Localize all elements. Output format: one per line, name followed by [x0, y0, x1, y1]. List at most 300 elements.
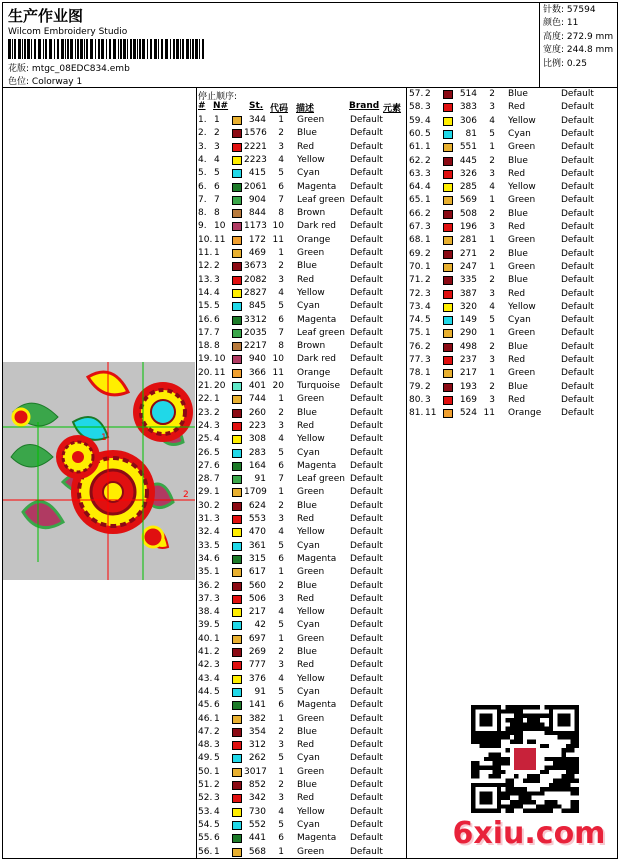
row-index: 77.: [409, 355, 424, 365]
row-needle: 1: [425, 328, 431, 339]
qr-module: [575, 765, 579, 769]
barcode-bar: [137, 39, 138, 59]
color-swatch: [443, 396, 453, 405]
row-needle: 6: [214, 833, 220, 844]
table-row: [409, 367, 619, 380]
qr-module: [566, 765, 570, 769]
qr-module: [570, 791, 574, 795]
row-brand: Default: [350, 819, 383, 830]
qr-module: [570, 735, 574, 739]
row-needle: 7: [214, 474, 220, 485]
row-stitches: 196: [459, 222, 477, 232]
row-description: Orange: [297, 234, 331, 245]
marker-label-top: 1: [101, 433, 107, 443]
row-needle: 3: [214, 141, 220, 152]
barcode-bar: [127, 39, 128, 59]
qr-module: [570, 778, 574, 782]
color-swatch: [232, 821, 242, 830]
qr-module: [527, 714, 531, 718]
row-needle: 2: [214, 407, 220, 418]
qr-module: [575, 770, 579, 774]
row-code: 4: [278, 434, 284, 445]
color-swatch: [443, 143, 453, 152]
table-row: [198, 779, 408, 792]
row-description: Green: [297, 487, 325, 498]
row-code: 4: [489, 115, 495, 126]
qr-module: [506, 757, 510, 761]
company-name: Wilcom Embroidery Studio: [8, 27, 128, 37]
row-code: 2: [489, 89, 495, 99]
color-swatch: [232, 355, 242, 364]
qr-module: [553, 731, 557, 735]
row-brand: Default: [350, 833, 383, 844]
barcode-bar: [190, 39, 191, 59]
qr-module: [493, 753, 497, 757]
qr-module: [506, 718, 510, 722]
barcode-bar: [118, 39, 119, 59]
table-title: 停止顺序:: [198, 92, 238, 102]
qr-module: [514, 774, 518, 778]
barcode-bar: [133, 39, 136, 59]
row-stitches: 441: [248, 833, 266, 844]
qr-module: [506, 783, 510, 787]
table-row: [198, 553, 408, 566]
row-description: Cyan: [297, 301, 320, 312]
qr-module: [562, 731, 566, 735]
row-needle: 4: [425, 301, 431, 312]
qr-module: [475, 731, 479, 735]
qr-module: [570, 748, 574, 752]
row-stitches: 508: [459, 208, 477, 219]
table-row: [198, 846, 408, 859]
color-swatch: [232, 661, 242, 670]
qr-module: [549, 757, 553, 761]
qr-module: [519, 705, 523, 709]
row-index: 68.: [409, 235, 424, 246]
row-brand: Default: [350, 128, 383, 139]
row-index: 70.: [409, 261, 424, 272]
qr-module: [553, 800, 557, 804]
qr-module: [488, 740, 492, 744]
color-swatch: [232, 395, 242, 404]
row-needle: 1: [425, 235, 431, 246]
qr-module: [519, 718, 523, 722]
qr-module: [471, 731, 475, 735]
qr-module: [471, 791, 475, 795]
qr-module: [519, 722, 523, 726]
row-index: 53.: [198, 806, 213, 817]
row-description: Cyan: [297, 540, 320, 551]
qr-module: [497, 753, 501, 757]
table-row: [198, 207, 408, 220]
qr-module: [527, 796, 531, 800]
row-stitches: 247: [459, 261, 477, 272]
row-index: 63.: [409, 168, 424, 179]
row-description: Green: [297, 567, 325, 578]
site-logo: 6xiu.com: [452, 816, 606, 851]
table-row: [409, 288, 619, 301]
row-code: 10: [272, 221, 284, 232]
table-row: [198, 593, 408, 606]
row-description: Blue: [297, 780, 317, 790]
row-index: 19.: [198, 354, 213, 365]
qr-module: [484, 796, 488, 800]
row-brand: Default: [350, 354, 383, 365]
color-swatch: [232, 409, 242, 418]
row-code: 1: [278, 766, 284, 777]
row-needle: 6: [214, 553, 220, 564]
flower-left: [56, 435, 100, 479]
qr-module: [501, 757, 505, 761]
qr-module: [544, 727, 548, 731]
row-brand: Default: [561, 222, 594, 232]
row-needle: 5: [214, 620, 220, 631]
table-row: [198, 194, 408, 207]
qr-module: [562, 765, 566, 769]
color-swatch: [232, 768, 242, 777]
row-code: 3: [489, 168, 495, 179]
qr-module: [488, 718, 492, 722]
table-row: [198, 580, 408, 593]
row-description: Red: [508, 394, 526, 405]
table-row: [409, 115, 619, 128]
barcode-bar: [84, 39, 85, 59]
color-swatch: [232, 382, 242, 391]
qr-module: [549, 731, 553, 735]
row-code: 6: [278, 700, 284, 711]
qr-module: [471, 740, 475, 744]
qr-module: [566, 714, 570, 718]
row-code: 2: [278, 407, 284, 418]
row-stitches: 617: [248, 567, 266, 578]
row-needle: 3: [214, 274, 220, 285]
table-row: [198, 673, 408, 686]
qr-module: [544, 731, 548, 735]
barcode-bar: [49, 39, 52, 59]
qr-module: [493, 744, 497, 748]
row-needle: 5: [214, 168, 220, 179]
table-row: [198, 619, 408, 632]
scale-label: 比例:: [543, 58, 565, 69]
row-code: 4: [278, 154, 284, 165]
barcode-bar: [165, 39, 168, 59]
row-needle: 3: [425, 168, 431, 179]
row-needle: 3: [425, 394, 431, 405]
row-index: 15.: [198, 301, 213, 312]
qr-module: [484, 800, 488, 804]
row-description: Magenta: [297, 553, 337, 564]
row-index: 65.: [409, 195, 424, 206]
color-swatch: [232, 129, 242, 138]
row-code: 3: [278, 514, 284, 524]
row-brand: Default: [350, 553, 383, 564]
qr-module: [514, 718, 518, 722]
row-index: 73.: [409, 301, 424, 312]
row-needle: 2: [214, 647, 220, 657]
table-row: [198, 659, 408, 672]
row-brand: Default: [350, 766, 383, 777]
row-description: Yellow: [297, 673, 325, 684]
qr-module: [536, 727, 540, 731]
qr-module: [480, 800, 484, 804]
row-description: Blue: [508, 89, 528, 99]
row-needle: 5: [214, 686, 220, 697]
row-stitches: 283: [248, 447, 266, 458]
row-code: 1: [278, 633, 284, 644]
row-stitches: 470: [248, 527, 266, 538]
row-stitches: 697: [248, 633, 266, 644]
row-index: 6.: [198, 181, 207, 192]
table-row: [198, 114, 408, 127]
row-index: 56.: [198, 846, 213, 857]
row-brand: Default: [350, 394, 383, 405]
qr-module: [519, 791, 523, 795]
qr-module: [553, 705, 557, 709]
row-index: 71.: [409, 275, 424, 286]
row-needle: 2: [214, 726, 220, 737]
qr-module: [519, 727, 523, 731]
table-row: [409, 261, 619, 274]
row-description: Red: [297, 740, 315, 751]
row-stitches: 223: [248, 420, 266, 431]
row-stitches: 3312: [244, 314, 267, 325]
qr-module: [544, 787, 548, 791]
stitches-label: 针数:: [543, 5, 565, 15]
flower-top: [133, 382, 193, 442]
row-code: 3: [278, 420, 284, 431]
row-code: 4: [489, 301, 495, 312]
barcode-bar: [182, 39, 184, 59]
width-label: 宽度:: [543, 45, 565, 56]
qr-module: [575, 804, 579, 808]
qr-module: [488, 757, 492, 761]
row-needle: 10: [214, 221, 226, 232]
table-row: [198, 154, 408, 167]
row-stitches: 852: [248, 780, 266, 790]
qr-module: [523, 800, 527, 804]
qr-module: [527, 791, 531, 795]
barcode-bar: [101, 39, 104, 59]
barcode-bar: [22, 39, 23, 59]
color-swatch: [232, 608, 242, 617]
color-swatch: [232, 462, 242, 471]
row-description: Red: [508, 355, 526, 365]
row-needle: 1: [214, 846, 220, 857]
qr-module: [480, 791, 484, 795]
row-description: Cyan: [297, 447, 320, 458]
color-swatch: [232, 648, 242, 657]
qr-module: [497, 796, 501, 800]
qr-module: [562, 748, 566, 752]
qr-module: [480, 740, 484, 744]
qr-module: [575, 744, 579, 748]
qr-module: [510, 709, 514, 713]
row-brand: Default: [350, 194, 383, 205]
row-brand: Default: [350, 115, 383, 125]
row-description: Cyan: [297, 686, 320, 697]
row-brand: Default: [561, 128, 594, 139]
row-brand: Default: [350, 154, 383, 165]
row-brand: Default: [561, 208, 594, 219]
row-needle: 2: [214, 261, 220, 272]
row-description: Red: [297, 514, 315, 524]
row-needle: 1: [425, 261, 431, 272]
qr-module: [506, 787, 510, 791]
row-description: Blue: [508, 381, 528, 392]
barcode-bar: [123, 39, 126, 59]
row-stitches: 164: [248, 460, 266, 471]
row-brand: Default: [561, 89, 594, 99]
row-needle: 1: [425, 368, 431, 379]
row-brand: Default: [561, 155, 594, 166]
color-swatch: [232, 794, 242, 803]
row-index: 11.: [198, 248, 213, 258]
row-code: 5: [278, 168, 284, 179]
row-code: 3: [278, 793, 284, 804]
qr-module: [549, 714, 553, 718]
qr-module: [536, 804, 540, 808]
row-brand: Default: [350, 234, 383, 245]
row-stitches: 568: [248, 846, 266, 857]
row-stitches: 469: [248, 248, 266, 258]
row-code: 1: [278, 394, 284, 405]
qr-module: [497, 731, 501, 735]
row-index: 26.: [198, 447, 213, 458]
qr-module: [557, 787, 561, 791]
qr-module: [562, 735, 566, 739]
qr-module: [570, 787, 574, 791]
row-stitches: 1709: [244, 487, 267, 498]
qr-module: [566, 718, 570, 722]
color-swatch: [443, 409, 453, 418]
color-swatch: [232, 156, 242, 165]
scale-value: 0.25: [566, 58, 587, 69]
barcode-bar: [57, 39, 59, 59]
qr-module: [519, 714, 523, 718]
table-row: [409, 314, 619, 327]
qr-module: [510, 778, 514, 782]
row-stitches: 2082: [244, 274, 267, 285]
color-swatch: [232, 422, 242, 431]
qr-module: [562, 714, 566, 718]
table-row: [198, 486, 408, 499]
qr-module: [570, 705, 574, 709]
color-swatch: [232, 568, 242, 577]
row-brand: Default: [561, 301, 594, 312]
row-index: 43.: [198, 673, 213, 684]
qr-module: [566, 770, 570, 774]
row-code: 5: [489, 315, 495, 326]
row-brand: Default: [350, 407, 383, 418]
qr-module: [531, 727, 535, 731]
table-row: [198, 633, 408, 646]
row-needle: 3: [214, 793, 220, 804]
qr-module: [510, 718, 514, 722]
qr-module: [488, 714, 492, 718]
row-stitches: 141: [248, 700, 266, 711]
qr-module: [566, 731, 570, 735]
qr-module: [566, 748, 570, 752]
row-code: 5: [278, 753, 284, 764]
barcode-bar: [12, 39, 13, 59]
row-description: Red: [297, 420, 315, 431]
row-code: 8: [278, 208, 284, 219]
row-stitches: 217: [248, 607, 266, 618]
barcode-bar: [61, 39, 64, 59]
row-description: Green: [297, 713, 325, 724]
qr-module: [566, 761, 570, 765]
row-stitches: 271: [459, 248, 477, 259]
barcode-bar: [113, 39, 116, 59]
row-index: 58.: [409, 102, 424, 113]
qr-module: [527, 740, 531, 744]
qr-module: [510, 800, 514, 804]
row-brand: Default: [350, 381, 383, 391]
colors-value: 11: [566, 18, 579, 29]
qr-module: [510, 731, 514, 735]
qr-module: [471, 770, 475, 774]
row-brand: Default: [350, 208, 383, 219]
row-stitches: 415: [248, 168, 266, 179]
row-description: Blue: [297, 407, 317, 418]
row-needle: 6: [214, 314, 220, 325]
color-swatch: [443, 183, 453, 192]
qr-module: [471, 705, 475, 709]
qr-module: [549, 787, 553, 791]
qr-module: [540, 727, 544, 731]
qr-module: [523, 787, 527, 791]
color-swatch: [232, 582, 242, 591]
qr-module: [570, 765, 574, 769]
row-code: 2: [489, 208, 495, 219]
row-description: Blue: [297, 128, 317, 139]
row-brand: Default: [350, 686, 383, 697]
row-brand: Default: [350, 261, 383, 272]
row-description: Green: [297, 633, 325, 644]
row-brand: Default: [561, 328, 594, 339]
row-brand: Default: [350, 487, 383, 498]
row-description: Green: [508, 261, 536, 272]
row-index: 20.: [198, 367, 213, 378]
row-code: 1: [489, 195, 495, 206]
row-needle: 2: [425, 248, 431, 259]
color-swatch: [443, 263, 453, 272]
qr-module: [484, 740, 488, 744]
table-row: [198, 141, 408, 154]
row-needle: 6: [214, 181, 220, 192]
row-brand: Default: [350, 527, 383, 538]
qr-module: [471, 722, 475, 726]
color-swatch: [232, 781, 242, 790]
barcode-bar: [158, 39, 159, 59]
table-row: [198, 127, 408, 140]
row-index: 61.: [409, 142, 424, 153]
row-brand: Default: [561, 288, 594, 299]
row-code: 10: [272, 354, 284, 365]
row-code: 1: [278, 487, 284, 498]
qr-module: [497, 705, 501, 709]
row-stitches: 217: [459, 368, 477, 379]
qr-module: [562, 787, 566, 791]
row-code: 4: [278, 607, 284, 618]
row-code: 2: [489, 381, 495, 392]
row-description: Magenta: [297, 460, 337, 471]
row-brand: Default: [350, 274, 383, 285]
row-index: 24.: [198, 420, 213, 431]
row-needle: 1: [425, 195, 431, 206]
colors-label: 颜色:: [543, 18, 565, 29]
row-stitches: 326: [459, 168, 477, 179]
